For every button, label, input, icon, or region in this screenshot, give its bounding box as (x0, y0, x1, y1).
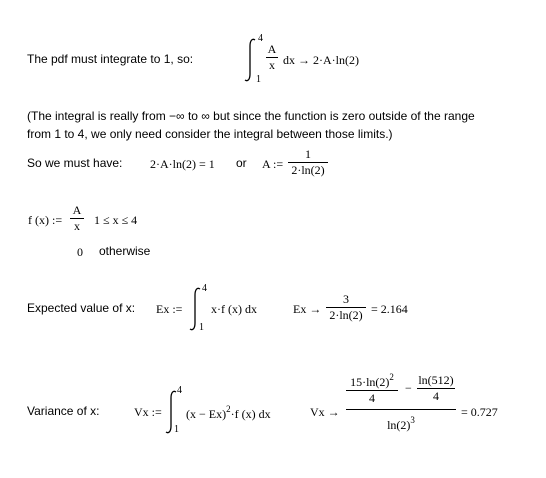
fraction-numerator: 1 (305, 147, 311, 161)
vx-term2-fraction (417, 373, 455, 404)
integral-lower-limit: 1 (256, 74, 261, 85)
ex-evaluation-arrow: Ex → (293, 302, 322, 316)
fraction-denominator: x (74, 219, 80, 233)
fraction-numerator (346, 373, 398, 390)
vx-integrand-exponent: 2 (226, 404, 231, 414)
vx-term1-fraction (346, 373, 398, 406)
ex-integrand: x·f (x) dx (211, 302, 257, 316)
vx-definition-lhs: Vx := (134, 405, 162, 419)
denominator-text: ln(2) (387, 418, 411, 432)
term1-numerator-text: 15·ln(2) (350, 375, 390, 389)
ex-result-fraction (326, 292, 366, 323)
normalization-equation: 2·A·ln(2) = 1 (150, 157, 215, 171)
pdf-integrand-fraction (266, 42, 278, 73)
vx-numeric-result: = 0.727 (461, 405, 498, 419)
pdf-integral-label: The pdf must integrate to 1, so: (27, 52, 194, 66)
variance-label: Variance of x: (27, 404, 100, 418)
f-definition-lhs: f (x) := (28, 213, 63, 227)
fraction-denominator: 4 (369, 391, 375, 405)
denominator-exponent: 3 (410, 415, 415, 425)
fraction-denominator: 2·ln(2) (329, 308, 363, 322)
pdf-dx: dx (283, 53, 295, 67)
vx-evaluation-arrow: Vx → (310, 405, 340, 419)
f-definition-fraction (70, 203, 84, 234)
note-line-1: (The integral is really from −∞ to ∞ but since the function is zero outside of the range (27, 109, 475, 123)
fraction-numerator: A (72, 203, 82, 217)
integral-lower-limit: 1 (199, 322, 204, 333)
pdf-integral-result: → 2·A·ln(2) (298, 53, 359, 67)
ex-definition-lhs: Ex := (156, 302, 183, 316)
or-text: or (236, 156, 247, 170)
fraction-numerator: ln(512) (418, 373, 454, 387)
vx-integrand (186, 405, 271, 422)
note-line-2: from 1 to 4, we only need consider the integral between those limits.) (27, 127, 393, 141)
fraction-denominator: 4 (433, 389, 439, 403)
vx-minus: − (405, 381, 412, 395)
fraction-numerator: A (267, 42, 277, 56)
must-have-label: So we must have: (27, 156, 123, 170)
integral-upper-limit: 4 (177, 385, 182, 396)
ex-numeric-result: = 2.164 (371, 302, 408, 316)
term1-exponent: 2 (389, 372, 394, 382)
vx-integrand-base: (x − Ex) (186, 407, 227, 421)
f-zero-value: 0 (77, 245, 83, 259)
vx-integrand-tail: ·f (x) dx (230, 407, 271, 421)
vx-result-denominator (346, 410, 456, 433)
fraction-numerator: 3 (343, 292, 349, 306)
vx-result-fraction (346, 373, 456, 433)
integral-upper-limit: 4 (202, 283, 207, 294)
f-otherwise: otherwise (99, 244, 151, 258)
integral-lower-limit: 1 (174, 424, 179, 435)
expected-value-label: Expected value of x: (27, 301, 136, 315)
vx-result-numerator (346, 373, 456, 407)
a-definition-fraction (288, 147, 328, 178)
fraction-denominator: x (269, 58, 275, 72)
f-condition: 1 ≤ x ≤ 4 (94, 213, 138, 227)
a-definition-lhs: A := (262, 157, 284, 171)
fraction-denominator: 2·ln(2) (291, 163, 325, 177)
integral-upper-limit: 4 (258, 33, 263, 44)
